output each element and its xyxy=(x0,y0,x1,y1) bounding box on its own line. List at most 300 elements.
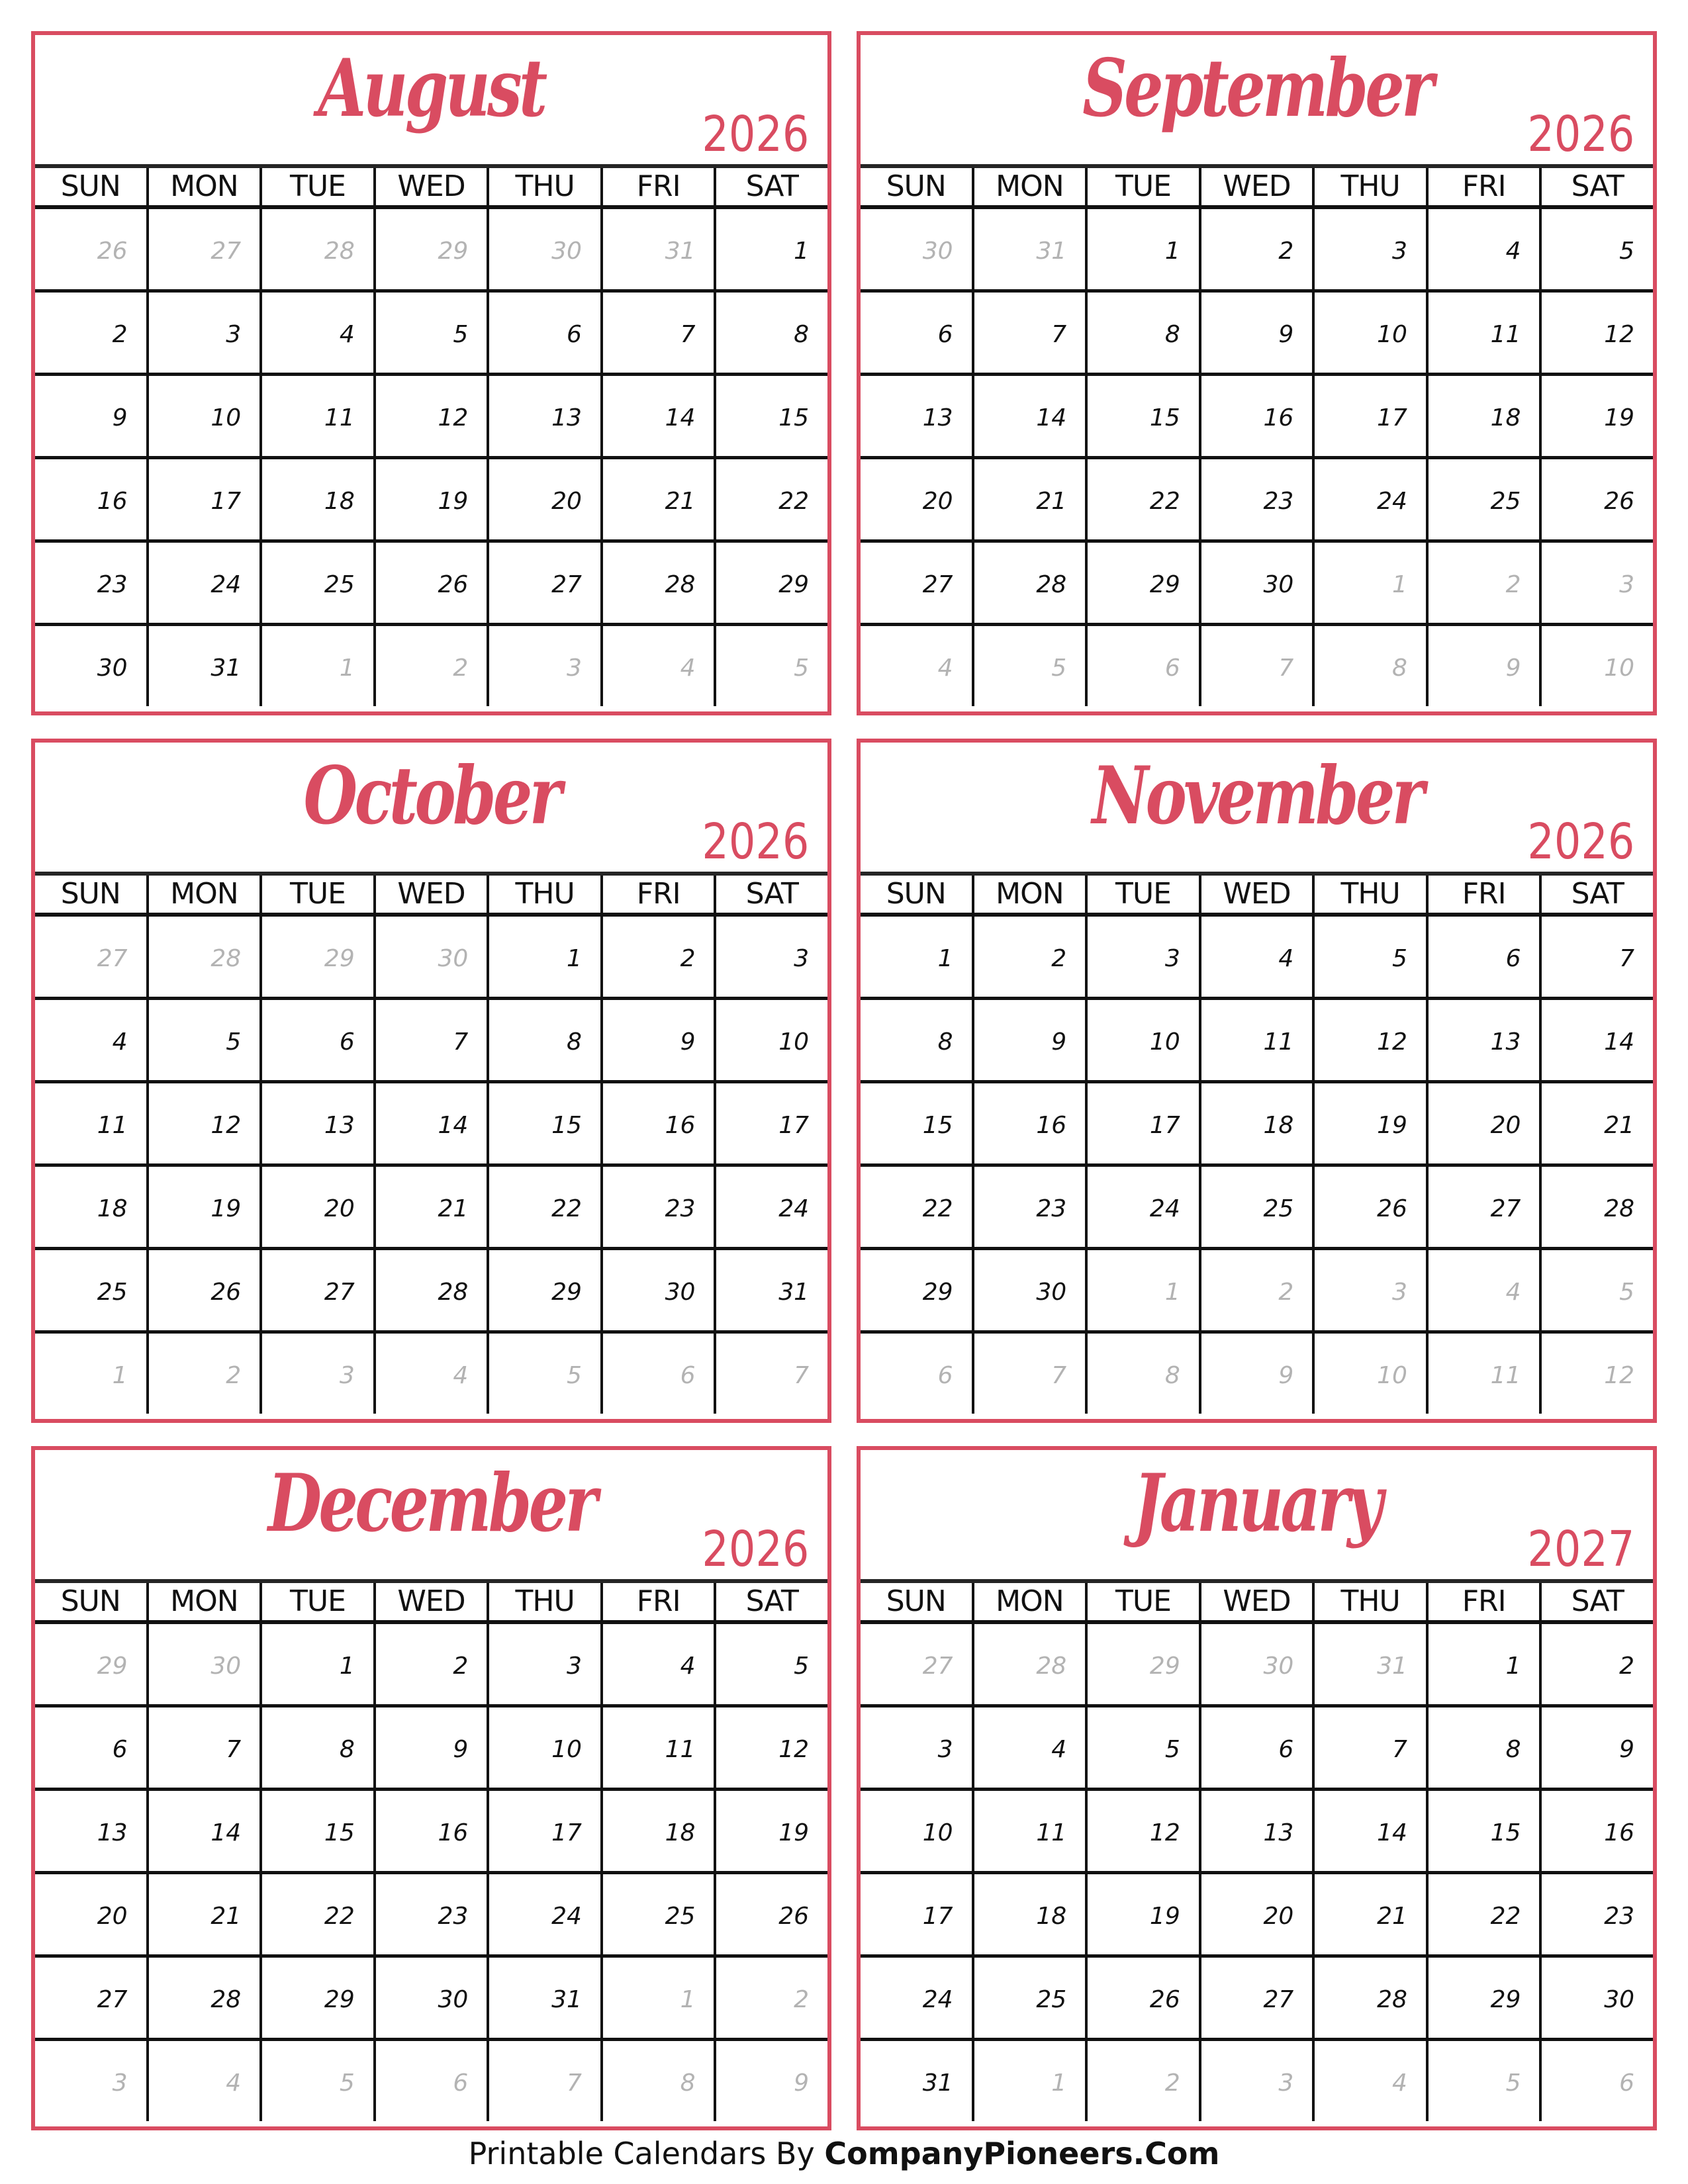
day-cell-adjacent-month[interactable] xyxy=(259,1334,373,1414)
day-number: 7 xyxy=(1278,655,1294,682)
day-cell[interactable] xyxy=(1085,1707,1199,1788)
day-cell-adjacent-month[interactable] xyxy=(35,1334,146,1414)
day-number: 2 xyxy=(112,321,128,348)
day-cell[interactable] xyxy=(1539,1874,1653,1954)
day-cell-adjacent-month[interactable] xyxy=(146,209,260,289)
day-cell-adjacent-month[interactable] xyxy=(1539,1250,1653,1330)
day-cell-adjacent-month[interactable] xyxy=(600,209,714,289)
day-cell-adjacent-month[interactable] xyxy=(373,917,487,997)
day-cell-adjacent-month[interactable] xyxy=(487,1334,600,1414)
day-number: 1 xyxy=(1164,1279,1180,1306)
day-number: 27 xyxy=(97,945,128,972)
day-cell-adjacent-month[interactable] xyxy=(1199,1624,1313,1704)
day-cell[interactable] xyxy=(972,543,1086,623)
day-cell[interactable] xyxy=(1539,293,1653,373)
footer-brand-link[interactable]: CompanyPioneers.Com xyxy=(824,2136,1220,2171)
day-cell[interactable] xyxy=(259,293,373,373)
day-number: 15 xyxy=(778,404,810,432)
day-cell[interactable] xyxy=(1539,1707,1653,1788)
day-cell[interactable] xyxy=(1312,1000,1426,1080)
day-number: 22 xyxy=(324,1903,355,1930)
day-cell[interactable] xyxy=(373,376,487,456)
day-cell[interactable] xyxy=(1199,1874,1313,1954)
day-cell-adjacent-month[interactable] xyxy=(1085,626,1199,706)
day-number: 30 xyxy=(211,1653,242,1680)
day-cell[interactable] xyxy=(1312,293,1426,373)
day-cell-adjacent-month[interactable] xyxy=(1312,543,1426,623)
day-cell[interactable] xyxy=(714,376,827,456)
day-cell-adjacent-month[interactable] xyxy=(1426,2041,1540,2121)
day-number: 25 xyxy=(1490,488,1521,515)
day-cell[interactable] xyxy=(1312,1958,1426,2038)
day-cell[interactable] xyxy=(1312,1874,1426,1954)
day-number: 10 xyxy=(551,1736,582,1763)
day-cell-adjacent-month[interactable] xyxy=(1426,543,1540,623)
day-cell[interactable] xyxy=(1426,459,1540,539)
day-cell[interactable] xyxy=(861,1250,972,1330)
day-cell[interactable] xyxy=(259,376,373,456)
day-cell[interactable] xyxy=(1312,459,1426,539)
week-row xyxy=(861,2041,1653,2121)
day-cell-adjacent-month[interactable] xyxy=(861,1334,972,1414)
day-cell[interactable] xyxy=(972,293,1086,373)
day-cell[interactable] xyxy=(972,1791,1086,1871)
day-cell[interactable] xyxy=(1199,376,1313,456)
day-cell[interactable] xyxy=(972,1707,1086,1788)
day-cell[interactable] xyxy=(487,1874,600,1954)
day-cell[interactable] xyxy=(259,1791,373,1871)
day-cell[interactable] xyxy=(373,543,487,623)
day-cell[interactable] xyxy=(1199,1083,1313,1163)
day-cell[interactable] xyxy=(714,917,827,997)
day-cell-adjacent-month[interactable] xyxy=(861,209,972,289)
day-cell-adjacent-month[interactable] xyxy=(35,2041,146,2121)
day-cell[interactable] xyxy=(1312,1707,1426,1788)
day-number: 16 xyxy=(1036,1112,1067,1139)
day-number: 19 xyxy=(211,1195,242,1222)
day-cell[interactable] xyxy=(600,293,714,373)
day-cell-adjacent-month[interactable] xyxy=(146,1624,260,1704)
day-cell[interactable] xyxy=(487,1707,600,1788)
day-number: 11 xyxy=(324,404,355,432)
day-cell-adjacent-month[interactable] xyxy=(373,2041,487,2121)
day-cell-adjacent-month[interactable] xyxy=(1199,1334,1313,1414)
day-cell[interactable] xyxy=(1539,376,1653,456)
day-cell[interactable] xyxy=(259,1167,373,1247)
week-row xyxy=(35,1791,827,1874)
day-cell[interactable] xyxy=(1539,1000,1653,1080)
day-cell[interactable] xyxy=(714,1791,827,1871)
day-cell[interactable] xyxy=(1085,459,1199,539)
day-cell-adjacent-month[interactable] xyxy=(600,626,714,706)
day-cell[interactable] xyxy=(861,376,972,456)
day-number: 14 xyxy=(438,1112,469,1139)
day-cell[interactable] xyxy=(373,1707,487,1788)
day-cell[interactable] xyxy=(1426,1707,1540,1788)
day-cell[interactable] xyxy=(1085,293,1199,373)
day-cell[interactable] xyxy=(1085,1000,1199,1080)
day-cell[interactable] xyxy=(1426,1000,1540,1080)
day-cell-adjacent-month[interactable] xyxy=(600,2041,714,2121)
day-cell[interactable] xyxy=(487,1791,600,1871)
day-cell[interactable] xyxy=(259,1707,373,1788)
day-cell-adjacent-month[interactable] xyxy=(1539,2041,1653,2121)
week-row xyxy=(35,1874,827,1958)
day-cell-adjacent-month[interactable] xyxy=(259,2041,373,2121)
day-cell[interactable] xyxy=(972,1083,1086,1163)
day-cell[interactable] xyxy=(714,1707,827,1788)
day-cell-adjacent-month[interactable] xyxy=(714,2041,827,2121)
day-cell[interactable] xyxy=(1199,1000,1313,1080)
day-cell[interactable] xyxy=(259,459,373,539)
day-cell[interactable] xyxy=(487,1167,600,1247)
day-cell[interactable] xyxy=(600,1083,714,1163)
day-cell[interactable] xyxy=(1539,1958,1653,2038)
day-cell[interactable] xyxy=(714,293,827,373)
day-cell[interactable] xyxy=(1426,1791,1540,1871)
day-cell[interactable] xyxy=(1312,1167,1426,1247)
day-cell[interactable] xyxy=(487,1083,600,1163)
day-cell[interactable] xyxy=(146,1958,260,2038)
day-cell-adjacent-month[interactable] xyxy=(35,1624,146,1704)
day-cell-adjacent-month[interactable] xyxy=(714,1958,827,2038)
week-row xyxy=(35,1083,827,1167)
day-cell[interactable] xyxy=(1199,1707,1313,1788)
day-cell[interactable] xyxy=(600,1624,714,1704)
week-row xyxy=(35,2041,827,2121)
day-cell-adjacent-month[interactable] xyxy=(972,1624,1086,1704)
day-cell[interactable] xyxy=(972,1874,1086,1954)
day-cell-adjacent-month[interactable] xyxy=(1539,543,1653,623)
day-cell[interactable] xyxy=(487,459,600,539)
day-cell[interactable] xyxy=(1199,917,1313,997)
day-cell[interactable] xyxy=(35,626,146,706)
day-cell[interactable] xyxy=(1426,917,1540,997)
day-cell[interactable] xyxy=(861,1958,972,2038)
day-cell[interactable] xyxy=(1085,1083,1199,1163)
day-cell[interactable] xyxy=(35,1167,146,1247)
day-cell[interactable] xyxy=(1085,376,1199,456)
day-cell[interactable] xyxy=(600,543,714,623)
day-cell-adjacent-month[interactable] xyxy=(600,1958,714,2038)
day-cell[interactable] xyxy=(1085,1167,1199,1247)
day-cell[interactable] xyxy=(146,1083,260,1163)
day-cell[interactable] xyxy=(35,543,146,623)
day-cell-adjacent-month[interactable] xyxy=(259,209,373,289)
day-cell[interactable] xyxy=(487,1958,600,2038)
day-cell[interactable] xyxy=(972,459,1086,539)
day-number: 13 xyxy=(324,1112,355,1139)
day-number: 8 xyxy=(1505,1736,1521,1763)
day-cell[interactable] xyxy=(487,1250,600,1330)
day-cell[interactable] xyxy=(1199,1958,1313,2038)
day-cell[interactable] xyxy=(35,1083,146,1163)
day-cell[interactable] xyxy=(600,1167,714,1247)
day-cell[interactable] xyxy=(487,917,600,997)
day-cell-adjacent-month[interactable] xyxy=(259,626,373,706)
day-cell[interactable] xyxy=(35,1791,146,1871)
day-cell[interactable] xyxy=(146,1167,260,1247)
day-cell-adjacent-month[interactable] xyxy=(714,626,827,706)
day-cell[interactable] xyxy=(600,1791,714,1871)
day-cell-adjacent-month[interactable] xyxy=(1085,1624,1199,1704)
day-number: 3 xyxy=(566,655,582,682)
day-cell-adjacent-month[interactable] xyxy=(1199,2041,1313,2121)
day-cell-adjacent-month[interactable] xyxy=(259,917,373,997)
day-cell[interactable] xyxy=(487,543,600,623)
day-cell-adjacent-month[interactable] xyxy=(146,1334,260,1414)
day-cell[interactable] xyxy=(373,1167,487,1247)
day-cell[interactable] xyxy=(1312,376,1426,456)
day-cell[interactable] xyxy=(487,293,600,373)
day-cell-adjacent-month[interactable] xyxy=(487,626,600,706)
day-cell-adjacent-month[interactable] xyxy=(1312,1250,1426,1330)
day-cell-adjacent-month[interactable] xyxy=(1312,1334,1426,1414)
day-number: 22 xyxy=(551,1195,582,1222)
day-number: 29 xyxy=(1149,1653,1180,1680)
day-grid xyxy=(35,164,827,706)
day-cell[interactable] xyxy=(373,1000,487,1080)
day-cell[interactable] xyxy=(600,1000,714,1080)
day-cell[interactable] xyxy=(373,1874,487,1954)
day-cell-adjacent-month[interactable] xyxy=(487,2041,600,2121)
day-cell-adjacent-month[interactable] xyxy=(1199,626,1313,706)
day-cell-adjacent-month[interactable] xyxy=(972,626,1086,706)
day-cell-adjacent-month[interactable] xyxy=(861,626,972,706)
day-cell[interactable] xyxy=(373,1624,487,1704)
day-cell[interactable] xyxy=(600,376,714,456)
day-cell-adjacent-month[interactable] xyxy=(373,626,487,706)
day-cell[interactable] xyxy=(35,1958,146,2038)
day-cell[interactable] xyxy=(600,1250,714,1330)
day-cell[interactable] xyxy=(1426,1167,1540,1247)
day-cell[interactable] xyxy=(1199,1791,1313,1871)
weekday-label: WED xyxy=(373,1583,487,1620)
day-cell[interactable] xyxy=(714,459,827,539)
day-cell[interactable] xyxy=(861,1083,972,1163)
day-cell[interactable] xyxy=(373,459,487,539)
day-cell[interactable] xyxy=(714,1167,827,1247)
day-cell[interactable] xyxy=(1539,209,1653,289)
day-cell-adjacent-month[interactable] xyxy=(373,1334,487,1414)
day-cell[interactable] xyxy=(146,626,260,706)
day-cell-adjacent-month[interactable] xyxy=(35,917,146,997)
day-number: 10 xyxy=(1377,321,1407,348)
day-cell[interactable] xyxy=(373,1083,487,1163)
day-cell[interactable] xyxy=(972,917,1086,997)
day-cell[interactable] xyxy=(146,459,260,539)
day-cell[interactable] xyxy=(1539,1083,1653,1163)
day-cell[interactable] xyxy=(1312,917,1426,997)
day-cell-adjacent-month[interactable] xyxy=(146,917,260,997)
day-number: 26 xyxy=(1149,1986,1180,2013)
day-cell[interactable] xyxy=(600,1874,714,1954)
weekday-label: SAT xyxy=(714,1583,827,1620)
week-row xyxy=(861,543,1653,626)
day-cell[interactable] xyxy=(861,543,972,623)
day-cell[interactable] xyxy=(146,1707,260,1788)
day-number: 28 xyxy=(1036,571,1067,598)
day-number: 26 xyxy=(778,1903,810,1930)
day-cell[interactable] xyxy=(714,1874,827,1954)
day-cell[interactable] xyxy=(146,293,260,373)
day-cell[interactable] xyxy=(1539,1624,1653,1704)
day-cell[interactable] xyxy=(487,1624,600,1704)
day-cell-adjacent-month[interactable] xyxy=(1199,1250,1313,1330)
day-cell[interactable] xyxy=(1426,376,1540,456)
day-cell[interactable] xyxy=(1199,209,1313,289)
day-cell[interactable] xyxy=(861,1874,972,1954)
day-cell[interactable] xyxy=(972,376,1086,456)
day-cell[interactable] xyxy=(972,1958,1086,2038)
day-cell[interactable] xyxy=(35,293,146,373)
day-cell[interactable] xyxy=(35,1250,146,1330)
day-cell[interactable] xyxy=(259,1250,373,1330)
day-cell[interactable] xyxy=(861,459,972,539)
day-cell[interactable] xyxy=(259,543,373,623)
day-number: 11 xyxy=(665,1736,696,1763)
day-cell[interactable] xyxy=(259,1958,373,2038)
day-cell[interactable] xyxy=(600,917,714,997)
day-cell-adjacent-month[interactable] xyxy=(146,2041,260,2121)
day-number: 18 xyxy=(324,488,355,515)
day-cell-adjacent-month[interactable] xyxy=(600,1334,714,1414)
day-cell[interactable] xyxy=(972,1167,1086,1247)
day-cell[interactable] xyxy=(1085,1791,1199,1871)
day-cell-adjacent-month[interactable] xyxy=(1085,1334,1199,1414)
day-number: 8 xyxy=(1164,321,1180,348)
day-cell[interactable] xyxy=(35,1874,146,1954)
day-cell[interactable] xyxy=(861,1000,972,1080)
day-cell[interactable] xyxy=(1199,543,1313,623)
day-cell[interactable] xyxy=(861,1707,972,1788)
day-cell[interactable] xyxy=(259,1083,373,1163)
day-cell-adjacent-month[interactable] xyxy=(1312,2041,1426,2121)
day-cell[interactable] xyxy=(1312,209,1426,289)
day-cell[interactable] xyxy=(714,209,827,289)
day-cell[interactable] xyxy=(1199,1167,1313,1247)
day-cell[interactable] xyxy=(35,376,146,456)
day-cell[interactable] xyxy=(1085,1874,1199,1954)
day-cell[interactable] xyxy=(373,1250,487,1330)
day-cell-adjacent-month[interactable] xyxy=(861,1624,972,1704)
day-cell[interactable] xyxy=(1085,917,1199,997)
day-cell-adjacent-month[interactable] xyxy=(1426,1250,1540,1330)
day-cell[interactable] xyxy=(714,1624,827,1704)
day-cell[interactable] xyxy=(487,376,600,456)
day-cell-adjacent-month[interactable] xyxy=(1085,2041,1199,2121)
day-cell[interactable] xyxy=(146,543,260,623)
day-cell[interactable] xyxy=(373,1958,487,2038)
day-cell-adjacent-month[interactable] xyxy=(1312,1624,1426,1704)
day-cell[interactable] xyxy=(146,1000,260,1080)
day-cell-adjacent-month[interactable] xyxy=(1426,626,1540,706)
day-number: 4 xyxy=(937,655,953,682)
day-cell[interactable] xyxy=(1426,293,1540,373)
day-cell[interactable] xyxy=(146,376,260,456)
day-cell[interactable] xyxy=(861,1791,972,1871)
day-cell[interactable] xyxy=(861,1167,972,1247)
day-cell-adjacent-month[interactable] xyxy=(714,1334,827,1414)
day-cell[interactable] xyxy=(1199,459,1313,539)
week-row xyxy=(861,1958,1653,2041)
day-cell[interactable] xyxy=(1426,1958,1540,2038)
day-number: 8 xyxy=(937,1028,953,1056)
day-cell[interactable] xyxy=(259,1874,373,1954)
day-cell[interactable] xyxy=(35,459,146,539)
day-cell[interactable] xyxy=(35,1707,146,1788)
day-cell-adjacent-month[interactable] xyxy=(1539,1334,1653,1414)
day-cell[interactable] xyxy=(972,1250,1086,1330)
weekday-header-row xyxy=(35,168,827,209)
day-cell[interactable] xyxy=(714,543,827,623)
day-cell[interactable] xyxy=(861,917,972,997)
day-cell[interactable] xyxy=(861,293,972,373)
day-cell[interactable] xyxy=(714,1083,827,1163)
day-cell[interactable] xyxy=(1199,293,1313,373)
day-number: 18 xyxy=(1036,1903,1067,1930)
day-cell[interactable] xyxy=(146,1791,260,1871)
day-cell-adjacent-month[interactable] xyxy=(972,209,1086,289)
day-cell[interactable] xyxy=(1085,543,1199,623)
day-cell[interactable] xyxy=(259,1000,373,1080)
day-cell[interactable] xyxy=(1312,1083,1426,1163)
month-header xyxy=(861,1450,1653,1579)
day-cell[interactable] xyxy=(146,1250,260,1330)
day-cell[interactable] xyxy=(972,1000,1086,1080)
day-cell[interactable] xyxy=(600,1707,714,1788)
day-cell[interactable] xyxy=(1539,917,1653,997)
day-cell-adjacent-month[interactable] xyxy=(35,209,146,289)
day-cell[interactable] xyxy=(1312,1791,1426,1871)
day-cell[interactable] xyxy=(714,1000,827,1080)
day-number: 23 xyxy=(665,1195,696,1222)
day-number: 27 xyxy=(1490,1195,1521,1222)
day-number: 3 xyxy=(1164,945,1180,972)
day-number: 12 xyxy=(778,1736,810,1763)
day-number: 4 xyxy=(226,2070,242,2097)
weekday-label: SUN xyxy=(886,169,946,203)
day-cell-adjacent-month[interactable] xyxy=(1085,1250,1199,1330)
day-cell-adjacent-month[interactable] xyxy=(972,2041,1086,2121)
day-number: 6 xyxy=(1505,945,1521,972)
day-cell[interactable] xyxy=(1426,1624,1540,1704)
day-cell[interactable] xyxy=(1426,209,1540,289)
day-cell-adjacent-month[interactable] xyxy=(1539,626,1653,706)
day-cell[interactable] xyxy=(1539,459,1653,539)
day-cell[interactable] xyxy=(373,293,487,373)
day-cell[interactable] xyxy=(1085,209,1199,289)
day-cell-adjacent-month[interactable] xyxy=(1426,1334,1540,1414)
day-cell[interactable] xyxy=(373,1791,487,1871)
day-cell-adjacent-month[interactable] xyxy=(972,1334,1086,1414)
day-cell-adjacent-month[interactable] xyxy=(1312,626,1426,706)
day-cell[interactable] xyxy=(35,1000,146,1080)
day-cell[interactable] xyxy=(146,1874,260,1954)
day-cell-adjacent-month[interactable] xyxy=(487,209,600,289)
day-cell[interactable] xyxy=(861,2041,972,2121)
day-cell[interactable] xyxy=(1426,1874,1540,1954)
day-cell[interactable] xyxy=(1539,1791,1653,1871)
day-cell[interactable] xyxy=(600,459,714,539)
day-cell[interactable] xyxy=(1539,1167,1653,1247)
day-cell[interactable] xyxy=(487,1000,600,1080)
day-cell-adjacent-month[interactable] xyxy=(373,209,487,289)
day-cell[interactable] xyxy=(259,1624,373,1704)
day-cell[interactable] xyxy=(714,1250,827,1330)
day-cell[interactable] xyxy=(1085,1958,1199,2038)
day-cell[interactable] xyxy=(1426,1083,1540,1163)
